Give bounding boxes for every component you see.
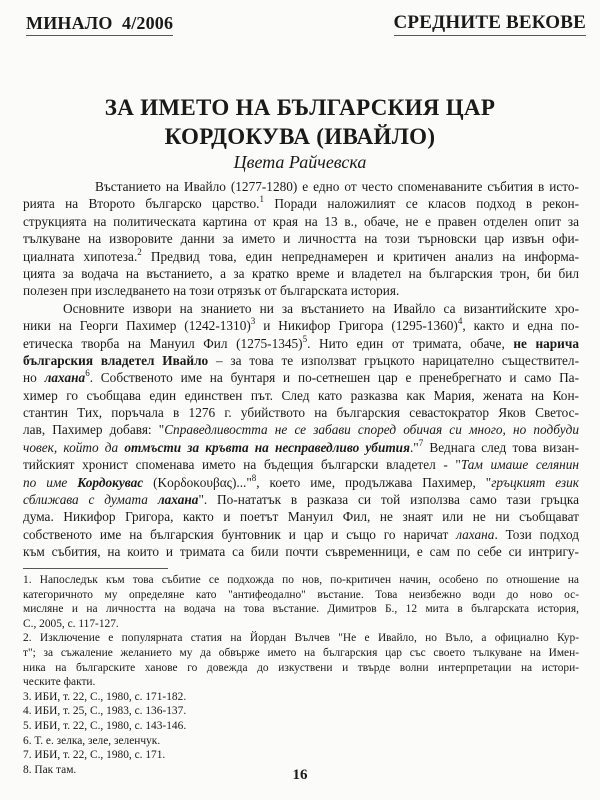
body-line: струкцията на политическата картина от края на 13 в., обаче, не е правен отделен опит за <box>23 213 579 229</box>
body-line: собственото име на българския бунтовник и цар и също го наричат лахана. Този подход <box>23 526 579 542</box>
footnote-line: 3. ИБИ, т. 22, С., 1980, с. 171-182. <box>23 690 187 703</box>
body-line: но лахана$^6$. Собственото име на бунтаря и по-сетнешен цар е пренебрегнато и само Па- <box>23 368 579 386</box>
body-line: човек, който да отмъсти за кръвта на несправедливо убития."$^7$ Веднага след това визан- <box>23 437 580 455</box>
footnote-line: 4. ИБИ, т. 25, С., 1983, с. 136-137. <box>23 705 187 718</box>
footnote-ref[interactable]: 3 <box>250 316 256 327</box>
body-line: стантин Тих, поръчала в 1276 г. убийството на българския севастократор Яков Светос- <box>23 405 579 421</box>
body-line: българския владетел Ивайло – за това те използват гръцкото нарицателно съществител- <box>23 352 579 368</box>
article-author: Цвета Райчевска <box>233 152 367 172</box>
footnote-line: ника на българските ханове го довежда до изкуствени и твърде волни интерпретации на истори- <box>23 661 579 674</box>
footnote-line: 6. Т. е. зелка, зеле, зеленчук. <box>23 734 161 747</box>
body-line: лав, Пахимер добавя: "Справедливостта не се забави според обичая си много, но подбуди <box>23 422 579 438</box>
article-title <box>0 93 600 151</box>
section-name: СРЕДНИТЕ ВЕКОВЕ <box>394 12 587 36</box>
running-header <box>26 10 586 36</box>
footnote-ref[interactable]: 4 <box>457 316 463 327</box>
footnote-line: 7. ИБИ, т. 22, С., 1980, с. 171. <box>23 749 166 762</box>
body-line: етическа творба на Мануил Фил (1275-1345)$^5$. Нито един от тримата, обаче, не нарича <box>23 333 579 351</box>
footnote-line: ческите факти. <box>23 676 96 689</box>
body-line: полезен при изследването на този отрязък от българската история. <box>23 283 400 299</box>
body-line: химер го съобщава един единствен път. След като разказва как Мария, жената на Кон- <box>23 387 579 403</box>
footnote-line: 8. Пак там. <box>23 763 77 776</box>
footnotes <box>23 573 579 777</box>
footnote-line: т"; за съжаление желанието му да обвърже името на българския цар със своето тълкуване на Имен- <box>23 646 579 659</box>
body-line: по име Кордокувас (Κορδοκουβας)..."$^8$, което име, продължава Пахимер, "гръцкият език <box>23 472 579 490</box>
footnote-ref[interactable]: 1 <box>259 194 264 205</box>
footnote-line: 2. Изключение е популярната статия на Йордан Вълчев "Не е Ивайло, но Въло, а официално Кур- <box>23 632 579 645</box>
title-line-2: КОРДОКУВА (ИВАЙЛО) <box>164 124 436 149</box>
body-line: сближава с думата лахана". По-нататък в разказа си той използва само тази гръцка <box>23 492 579 508</box>
body-line: цията за водача на въстанието, а за кратко време и владетел на българския трон, би бил <box>23 265 579 281</box>
footnote-line: 1. Напоследък към това събитие се подхожда по нов, по-критичен начин, особено по отношение на <box>23 574 579 586</box>
footnote-ref[interactable]: 8 <box>251 472 257 483</box>
body-line: Въстанието на Ивайло (1277-1280) е едно от често споменаваните събития в исто- <box>95 179 579 194</box>
footnote-divider <box>23 568 168 569</box>
footnote-ref[interactable]: 6 <box>85 368 90 379</box>
body-line: дума. Никифор Григора, както и поетът Мануил Фил, не знаят или не ни съобщават <box>23 509 579 525</box>
journal-issue: МИНАЛО 4/2006 <box>26 13 173 36</box>
body-line: тийският хронист споменава името на бъдещия български владетел - "Там имаше селянин <box>23 457 579 473</box>
footnote-line: 5. ИБИ, т. 22, С., 1980, с. 143-146. <box>23 719 187 732</box>
body-line: циалната хипотеза.$^2$ Предвид това, един непреднамерен и критичен анализ на информа- <box>23 246 579 264</box>
body-line: ники на Георги Пахимер (1242-1310)$^3$ и Никифор Григора (1295-1360)$^4$, както и една по- <box>23 316 580 334</box>
title-line-1: ЗА ИМЕТО НА БЪЛГАРСКИЯ ЦАР <box>104 95 496 120</box>
footnote-ref[interactable]: 5 <box>302 333 308 344</box>
body-line: към събития, на които и тримата са били почти съвременници, е сам по себе си интригу- <box>23 544 579 560</box>
footnote-ref[interactable]: 2 <box>137 246 142 257</box>
footnote-line: категоричното му определяне като "антифеодално" въстание. Това неизбежно води до ново ос- <box>23 588 579 601</box>
page-number: 16 <box>292 767 308 783</box>
article-body <box>23 178 579 561</box>
body-line: тълкуване на изворовите данни за името и личността на този търновски цар извън офи- <box>23 231 579 247</box>
body-line: рията на Второто българско царство.$^1$ Поради наложилият се класов подход в рекон- <box>23 194 580 212</box>
footnote-line: С., 2005, с. 117-127. <box>23 617 119 630</box>
footnote-line: мисляне и на личността на водача на това въстание. Димитров Б., 12 мита в българската история, <box>23 603 579 616</box>
body-line: Основните извори на знанието ни за въстанието на Ивайло са византийските хро- <box>63 300 579 316</box>
footnote-ref[interactable]: 7 <box>418 437 424 448</box>
